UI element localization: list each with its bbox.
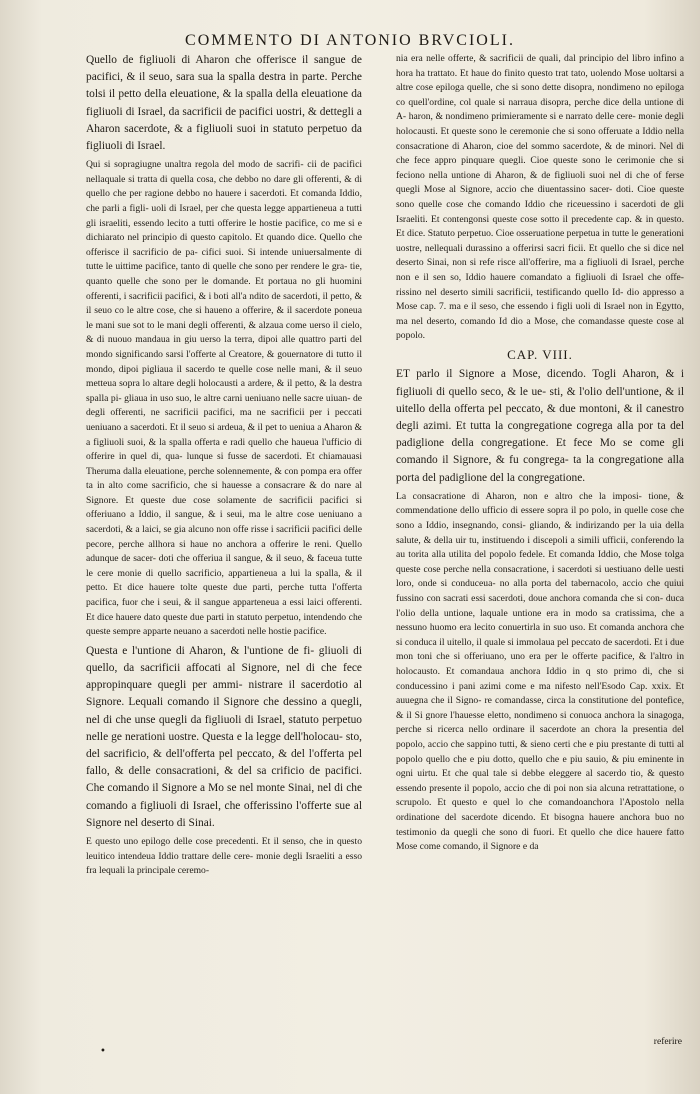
running-title: COMMENTO DI ANTONIO BRVCIOLI. bbox=[185, 32, 515, 49]
commentary-paragraph: La consacratione di Aharon, non e altro che la imposi- tione, & commendatione dello ufficio di essere sopra il po polo, in quelle cose che sono a Iddio, insegnando, consi- gliando, & indirizando per la uia della salute, & della uir tu, instituendo i discepoli a simili ufficii, conferendo la au torita alla utilita del popolo fedele. Et comanda Iddio, che Mose tolga queste cose perche nella consacratione, i sacerdoti si uestiuano delle uesti loro, onde si conduceua- no alla porta del tabernacolo, accio che quiui fussino con sacrati essi sacerdoti, doue anchora comanda che si con- duca l'olio della untione, laquale untione era in modo sa cratissima, che a nessuno huomo era lecito conuertirla in suo uso. Et comanda anchora che si conduca il uitello, il quale si immolaua pel peccato de sacerdoti. Et i due mon toni che si offeriuano, uno era per le offerte pacifice, & l'altro in holocausto. Et comandaua anchora Iddio in q sto primo di, che si conducessino i pani azimi come e ma nifesto nell'Esodo Cap. xxix. Et auuegna che il Signo- re comandasse, circa la constitutione del pontefice, & il Si gnore l'hauesse eletto, nondimeno si conuoca anchora la sinagoga, perche si ricerca nello ordinare il sacerdote an chora la presentia del popolo, accio che sappino tutti, & sieno certi che e piu prestante di tutti al popolo quello che e piu dotto, quello che e piu sauio, & piu eminente in ogni uirtu. Et che qual tale si debbe eleggere al sacerdo tio, & questo essendo presente il popolo, accio che di poi non sia alcuna retrattatione, o scrupolo. Et questo e quel lo che comandoanchora l'Apostolo nella ordinatione del sacerdote dicendo. Et bisogna hauere anchora buo no testimonio da quegli che sono di fuori. Et quello che dice hauere fatto Mose come comando, il Signore e da bbox=[396, 490, 684, 853]
scripture-paragraph: Questa e l'untione di Aharon, & l'untione de fi- gliuoli di quello, da sacrificii affocati al Signore, nel di che fece appropinquare quegli per ammi- nistrare il sacerdotio al Signore. Lequali comando il Signore che dessino a quegli, nel di che unse quegli da figliuoli di Israel, statuto perpetuo nelle ge nerationi uostre. Questa e la legge dell'holocau- sto, del sacrificio, & dell'offerta pel peccato, & del l'offerta pel fallo, & delle consacrationi, & del sa crificio de pacifici. Che comando il Signore a Mo se nel monte Sinai, nel di che comando a figliuoli di Israel, che offerissino l'offerte sue al Signore nel deserto di Sinai. bbox=[86, 644, 362, 829]
signature-mark: • bbox=[100, 1046, 106, 1057]
right-column bbox=[396, 52, 684, 858]
catchword: referire bbox=[653, 1036, 682, 1047]
chapter-heading: CAP. VIII. bbox=[507, 346, 573, 362]
scripture-paragraph: ET parlo il Signore a Mose, dicendo. Togli Aharon, & i figliuoli di quello seco, & le ue- sti, & l'olio dell'untione, & il uitello della offerta pel peccato, & due montoni, & il canestro degli azimi. Et tutta la congregatione cogrega alla por ta del padiglione della congregatione. Et fece Mo se come gli comando il Signore, & fu congrega- ta la congregatione alla porta del padiglione del la congregatione. bbox=[396, 368, 684, 484]
commentary-paragraph: nia era nelle offerte, & sacrificii de quali, dal principio del libro infino a hora ha trattato. Et haue do finito questo trat tato, uolendo Mose uoltarsi a altre cose epiloga quelle, che si sono dette disopra, nondimeno no epiloga co quell'ordine, col quale si narraua disopra, perche dice della untione di A- haron, & nondimeno primieramente si e narrato delle cere- monie degli holocausti. Et queste sono le ceremonie che si sono offeruate a Iddio nella consacratione di Aharon, cioe del sommo sacerdote, & de minori. Nel di che fece appro pinquare quegli. Cioe queste sono le cerimonie che si feciono nella untione di Aharon, & de figliuoli suoi nel di che of ferse quegli Mose al Signore, accio che diuentassino sacer- doti. Cioe queste sono quelle cose che comando Iddio che riceuessino i sacerdoti de gli Israeliti. Et contengonsi queste cose sotto il precedente cap. & in questo. Et dice. Statuto perpetuo. Cioe osseruatione perpetua in tutte le generationi uostre, nellequali durassino a offerirsi sacri ficii. Et quello che si dice nel deserto Sinai, non si refe risce all'offerire, ma a figliuoli di Israel, perche non e il sen so, Iddio hauere comandato a figliuoli di Israel che offe- rissino nel deserto simili sacrificii, testificando quello Id- dio appresso a Mose cap. 7. ma e il seso, che essendo i figli uoli di Israel non in Egytto, ma nel deserto, comando Id dio a Mose, che comandasse queste cose al popolo. bbox=[396, 53, 684, 342]
left-column bbox=[86, 52, 362, 882]
scripture-paragraph: Quello de figliuoli di Aharon che offerisce il sangue de pacifici, & il seuo, sara sua la spalla destra in parte. Perche tolsi il petto della eleuatione, & la spalla della eleuatione da figliuoli di Israel, da sacrificii de pacifici uostri, & dettegli a Aharon sacerdote, & a figliuoli suoi in statuto perpetuo da figliuoli di Israel. bbox=[86, 54, 362, 153]
commentary-paragraph: Qui si sopragiugne unaltra regola del modo de sacrifi- cii de pacifici nellaquale si tratta di quella cosa, che debbo no dare gli offerenti, & di quello che per ragione debbo no hauere i sacerdoti. Et comanda Iddio, che parli a figli- uoli di Israel, per che questa legge appartieneua a tutti gli israeliti, essendo lecito a tutti offerire le hostie pacifice, co me si e dichiarato nel principio di questo capitolo. Et quando dice. Quello che offerisce il sacrificio de pa- cifici suoi. Si intende uniuersalmente di tutte le uittime pacifice, tanto di quelle che sono per rendere le gra- tie, quanto quelle che sono per le domande. Et portaua no gli huomini offerenti, i sacrificii pacifici, & i boti all'a ndito de sacerdoti, il petto, & il seuo co le altre cose, che si haueno a offerire, & il sacerdote poneua le mani sue sot to le mani degli offerenti, & alzaua come uerso il cielo, & di nuouo mandaua in giu uerso la terra, dipoi alle quattro parti del mondo significando sarsi l'offerte al Creatore, & gouernatore di tutto il mondo, dipoi pigliaua il sacerdo te quelle cose nelle mani, & il seuo metteua sopra lo altare degli holocausti a ardere, & il petto, & la destra spalla pi- gliaua in uso suo, le altre carni ueniuano nelle sacre uiuan- de degli offerenti, ne sacrificii pacifici, ma ne sacrificii per i peccati ueniuano a sacerdoti. Et il seuo si ardeua, & il pet to ueniua a Aharon & a figliuoli suoi, & la spalla offerta e radi quello che haueua l'ufficio di offerire in quel di, qua- lunque si fusse de sacerdoti. Et chiamauasi Theruma dalla eleuatione, perche solennemente, & con pompa era offer ta in alto come sacrificio, che si hauesse a consacrare & do nare al Signore. Et queste due cose solamente de sacrificii pacifici si offeriuano a Iddio, il sangue, & i seui, ma le altre cose ueniuano a sacerdoti, & a laici, se gia alcuno non offe risse i sacrificii pacifici delle pecore, perche allhora si haue no anchora a offerire le reni. Quello adunque de sacer- doti che offeriua il sangue, & il seuo, & faceua tutte le cere monie di quello sacrificio, appartieneua a lui la spalla, & il petto. Et dice hauere tolte queste due parti, perche tutta l'offerta pacifica, fuor che i seui, & il sangue apparteneua a essi laici offerenti. Et dice hauere dato queste due parti in statuto perpetuo, intendendo che queste sempre apparte neuano a sacerdoti nelle hostie pacifice. bbox=[86, 159, 362, 638]
commentary-paragraph: E questo uno epilogo delle cose precedenti. Et il senso, che in questo leuitico intendeua Iddio trattare delle cere- monie degli Israeliti a esso fra lequali la principale ceremo- bbox=[86, 836, 362, 877]
